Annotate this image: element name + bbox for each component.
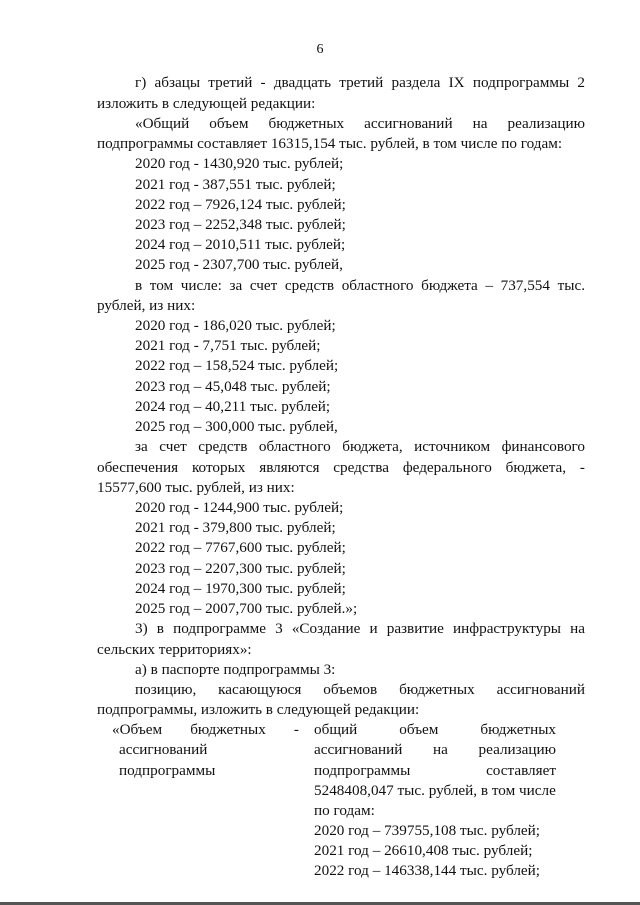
text-line: 15577,600 тыс. рублей, из них: (97, 479, 295, 496)
year-line: 2021 год - 379,800 тыс. рублей; (135, 519, 336, 536)
year-line: 2022 год – 7926,124 тыс. рублей; (135, 196, 346, 213)
year-line: 2020 год - 186,020 тыс. рублей; (135, 317, 336, 334)
year-line: 2023 год – 2207,300 тыс. рублей; (135, 560, 346, 577)
table-right-cell-line: подпрограммы составляет (314, 762, 556, 779)
year-line: 2022 год – 7767,600 тыс. рублей; (135, 539, 346, 556)
text-line: 3) в подпрограмме 3 «Создание и развитие инфраструктуры на (135, 620, 585, 637)
year-line: 2023 год – 45,048 тыс. рублей; (135, 378, 331, 395)
table-left-cell-line: подпрограммы (119, 762, 216, 779)
table-left-cell-line: ассигнований (119, 741, 208, 758)
year-line: 2023 год – 2252,348 тыс. рублей; (135, 216, 346, 233)
table-left-cell-line: «Объем бюджетных - (112, 721, 299, 738)
text-line: обеспечения которых являются средства федерального бюджета, - (97, 459, 585, 476)
text-line: сельских территориях»: (97, 641, 252, 658)
year-line: 2024 год – 1970,300 тыс. рублей; (135, 580, 346, 597)
text-line: «Общий объем бюджетных ассигнований на реализацию (135, 115, 585, 132)
year-line: 2024 год – 2010,511 тыс. рублей; (135, 236, 346, 253)
text-line: подпрограммы составляет 16315,154 тыс. рублей, в том числе по годам: (97, 135, 563, 152)
table-right-cell-line: 2022 год – 146338,144 тыс. рублей; (314, 862, 541, 879)
year-line: 2025 год - 2307,700 тыс. рублей, (135, 256, 343, 273)
page-number: 6 (316, 42, 324, 57)
text-line: рублей, из них: (97, 297, 196, 314)
table-right-cell-line: 5248408,047 тыс. рублей, в том числе (314, 782, 556, 799)
year-line: 2025 год – 300,000 тыс. рублей, (135, 418, 338, 435)
year-line: 2022 год – 158,524 тыс. рублей; (135, 357, 339, 374)
text-line: позицию, касающуюся объемов бюджетных ассигнований (135, 681, 585, 698)
text-line: в том числе: за счет средств областного бюджета – 737,554 тыс. (135, 277, 585, 294)
text-line: г) абзацы третий - двадцать третий раздела IX подпрограммы 2 (135, 74, 585, 91)
year-line: 2020 год - 1430,920 тыс. рублей; (135, 155, 344, 172)
table-right-cell-line: ассигнований на реализацию (314, 741, 556, 758)
table-right-cell-line: по годам: (314, 802, 375, 819)
year-line: 2021 год - 387,551 тыс. рублей; (135, 176, 336, 193)
year-line: 2024 год – 40,211 тыс. рублей; (135, 398, 331, 415)
text-line: а) в паспорте подпрограммы 3: (135, 661, 336, 678)
table-right-cell-line: 2020 год – 739755,108 тыс. рублей; (314, 822, 541, 839)
year-line: 2021 год - 7,751 тыс. рублей; (135, 337, 321, 354)
text-line: изложить в следующей редакции: (97, 95, 316, 112)
table-right-cell-line: общий объем бюджетных (314, 721, 556, 738)
year-line: 2020 год - 1244,900 тыс. рублей; (135, 499, 344, 516)
text-line: за счет средств областного бюджета, источником финансового (135, 438, 585, 455)
table-right-cell-line: 2021 год – 26610,408 тыс. рублей; (314, 842, 533, 859)
year-line: 2025 год – 2007,700 тыс. рублей.»; (135, 600, 358, 617)
text-line: подпрограммы, изложить в следующей редакции: (97, 701, 420, 718)
